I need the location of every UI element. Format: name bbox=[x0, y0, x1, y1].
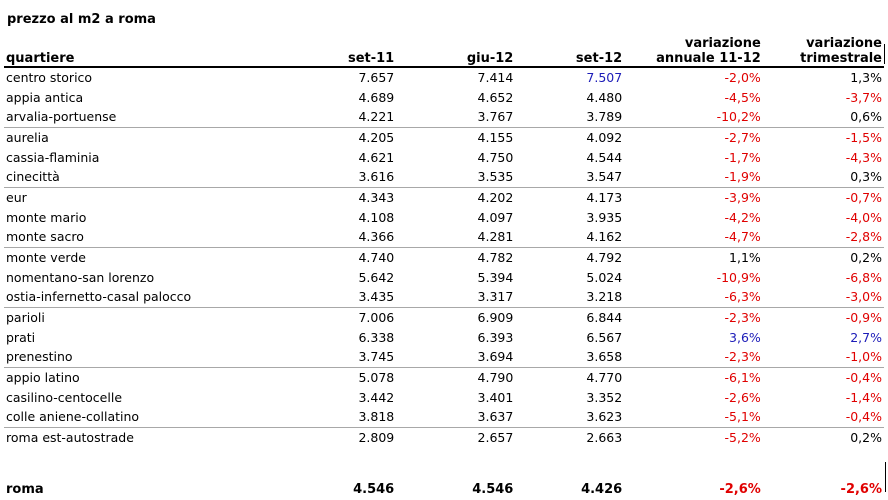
row-giu-12: 4.750 bbox=[477, 149, 514, 165]
row-set-11: 4.621 bbox=[358, 149, 395, 165]
row-set-11: 3.818 bbox=[358, 409, 395, 425]
row-set-11: 3.442 bbox=[358, 389, 395, 405]
header-variazione-trimestrale-line1: variazione bbox=[806, 36, 882, 51]
row-variazione-annuale: -4,5% bbox=[724, 89, 761, 105]
row-name: parioli bbox=[4, 307, 283, 327]
row-set-12: 3.218 bbox=[586, 289, 623, 305]
row-set-11: 4.740 bbox=[283, 247, 396, 267]
row-set-12: 6.844 bbox=[515, 307, 624, 327]
row-variazione-trimestrale: 0,6% bbox=[850, 109, 882, 125]
row-name: casilino-centocelle bbox=[6, 389, 123, 405]
row-giu-12: 4.155 bbox=[396, 127, 515, 147]
table-row bbox=[4, 207, 884, 227]
table-row bbox=[4, 187, 884, 207]
row-set-12: 4.792 bbox=[515, 247, 624, 267]
row-set-11: 4.108 bbox=[358, 209, 395, 225]
row-giu-12: 3.535 bbox=[477, 169, 514, 185]
row-name: roma est-autostrade bbox=[4, 427, 283, 447]
row-giu-12: 4.790 bbox=[396, 367, 515, 387]
row-giu-12: 4.097 bbox=[477, 209, 514, 225]
row-giu-12: 4.202 bbox=[396, 187, 515, 207]
row-name: eur bbox=[4, 187, 283, 207]
row-set-12: 3.935 bbox=[586, 209, 623, 225]
row-set-12: 4.162 bbox=[586, 229, 623, 245]
table-row bbox=[4, 307, 884, 327]
total-variazione-annuale: -2,6% bbox=[719, 482, 761, 497]
row-variazione-trimestrale: 0,3% bbox=[850, 169, 882, 185]
row-variazione-trimestrale: -1,4% bbox=[845, 389, 882, 405]
table-row bbox=[4, 267, 884, 287]
row-variazione-trimestrale: -1,0% bbox=[845, 349, 882, 365]
cell-border bbox=[885, 462, 886, 492]
total-set-12: 4.426 bbox=[581, 482, 623, 497]
total-row bbox=[4, 447, 884, 499]
row-variazione-trimestrale: -4,0% bbox=[845, 209, 882, 225]
row-variazione-annuale: -2,7% bbox=[624, 127, 763, 147]
row-giu-12: 4.281 bbox=[477, 229, 514, 245]
row-set-12: 6.567 bbox=[586, 329, 623, 345]
row-variazione-annuale: -1,7% bbox=[724, 149, 761, 165]
row-name: appio latino bbox=[4, 367, 283, 387]
row-variazione-annuale: -6,3% bbox=[724, 289, 761, 305]
header-variazione-annuale-line1: variazione bbox=[684, 36, 761, 51]
header-variazione-trimestrale bbox=[763, 32, 884, 67]
row-name: monte verde bbox=[4, 247, 283, 267]
row-variazione-trimestrale: -4,3% bbox=[845, 149, 882, 165]
row-variazione-annuale: 3,6% bbox=[729, 329, 761, 345]
header-variazione-annuale bbox=[624, 32, 763, 67]
row-set-12: 4.770 bbox=[515, 367, 624, 387]
page-title: prezzo al m2 a roma bbox=[7, 12, 156, 27]
row-variazione-annuale: -2,0% bbox=[724, 70, 761, 85]
row-variazione-annuale: -1,9% bbox=[724, 169, 761, 185]
row-giu-12: 3.694 bbox=[477, 349, 514, 365]
row-variazione-annuale: -2,3% bbox=[724, 349, 761, 365]
row-variazione-annuale: -2,3% bbox=[624, 307, 763, 327]
row-giu-12: 3.637 bbox=[477, 409, 514, 425]
total-variazione-trimestrale: -2,6% bbox=[840, 482, 882, 497]
row-name: aurelia bbox=[4, 127, 283, 147]
table-row bbox=[4, 367, 884, 387]
row-set-12: 3.658 bbox=[586, 349, 623, 365]
row-giu-12: 6.909 bbox=[396, 307, 515, 327]
row-set-12: 4.173 bbox=[515, 187, 624, 207]
row-set-12: 2.663 bbox=[515, 427, 624, 447]
row-variazione-trimestrale: -0,7% bbox=[763, 187, 884, 207]
row-giu-12: 6.393 bbox=[477, 329, 514, 345]
table-row bbox=[4, 407, 884, 427]
row-name: arvalia-portuense bbox=[6, 109, 117, 125]
row-variazione-trimestrale: -0,4% bbox=[763, 367, 884, 387]
row-set-11: 4.343 bbox=[283, 187, 396, 207]
row-set-11: 4.205 bbox=[283, 127, 396, 147]
header-row bbox=[4, 32, 884, 67]
row-giu-12: 2.657 bbox=[396, 427, 515, 447]
row-variazione-annuale: -5,2% bbox=[624, 427, 763, 447]
row-variazione-annuale: 1,1% bbox=[624, 247, 763, 267]
row-variazione-trimestrale: -1,5% bbox=[763, 127, 884, 147]
row-name: cinecittà bbox=[6, 169, 60, 185]
table-row bbox=[4, 107, 884, 127]
table-row bbox=[4, 347, 884, 367]
row-set-11: 3.745 bbox=[358, 349, 395, 365]
row-giu-12: 4.782 bbox=[396, 247, 515, 267]
row-variazione-trimestrale: -6,8% bbox=[845, 269, 882, 285]
row-variazione-annuale: -4,7% bbox=[724, 229, 761, 245]
header-set-12: set-12 bbox=[515, 32, 624, 67]
row-variazione-annuale: -5,1% bbox=[724, 409, 761, 425]
table-row bbox=[4, 127, 884, 147]
cell-border bbox=[884, 44, 885, 64]
row-variazione-annuale: -2,6% bbox=[724, 389, 761, 405]
row-set-11: 7.657 bbox=[358, 70, 395, 85]
row-name: cassia-flaminia bbox=[6, 149, 100, 165]
row-set-12: 3.789 bbox=[586, 109, 623, 125]
row-giu-12: 3.317 bbox=[477, 289, 514, 305]
row-set-11: 3.435 bbox=[358, 289, 395, 305]
row-name: colle aniene-collatino bbox=[6, 409, 140, 425]
row-variazione-annuale: -10,9% bbox=[716, 269, 761, 285]
row-giu-12: 5.394 bbox=[477, 269, 514, 285]
row-variazione-trimestrale: -2,8% bbox=[845, 229, 882, 245]
header-set-11: set-11 bbox=[283, 32, 396, 67]
row-name: centro storico bbox=[6, 70, 93, 85]
row-set-12: 3.547 bbox=[586, 169, 623, 185]
row-variazione-trimestrale: 0,2% bbox=[763, 427, 884, 447]
row-variazione-trimestrale: 0,2% bbox=[763, 247, 884, 267]
row-name: appia antica bbox=[6, 89, 84, 105]
row-set-11: 5.078 bbox=[283, 367, 396, 387]
header-giu-12: giu-12 bbox=[396, 32, 515, 67]
row-set-11: 7.006 bbox=[283, 307, 396, 327]
row-set-12: 7.507 bbox=[586, 70, 623, 85]
row-name: ostia-infernetto-casal palocco bbox=[6, 289, 192, 305]
table-row bbox=[4, 147, 884, 167]
row-variazione-annuale: -10,2% bbox=[716, 109, 761, 125]
row-name: prenestino bbox=[6, 349, 73, 365]
row-variazione-trimestrale: -0,4% bbox=[845, 409, 882, 425]
row-set-11: 2.809 bbox=[283, 427, 396, 447]
header-variazione-annuale-line2: annuale 11-12 bbox=[656, 51, 761, 66]
table-row bbox=[4, 287, 884, 307]
row-name: nomentano-san lorenzo bbox=[6, 269, 155, 285]
row-set-11: 4.221 bbox=[358, 109, 395, 125]
row-set-12: 3.352 bbox=[586, 389, 623, 405]
row-giu-12: 7.414 bbox=[477, 70, 514, 85]
table-row bbox=[4, 87, 884, 107]
row-giu-12: 3.401 bbox=[477, 389, 514, 405]
table-row bbox=[4, 227, 884, 247]
total-name: roma bbox=[6, 482, 44, 497]
row-giu-12: 4.652 bbox=[477, 89, 514, 105]
row-set-12: 4.092 bbox=[515, 127, 624, 147]
row-set-11: 4.366 bbox=[358, 229, 395, 245]
row-variazione-trimestrale: -3,0% bbox=[845, 289, 882, 305]
row-set-12: 3.623 bbox=[586, 409, 623, 425]
row-set-11: 4.689 bbox=[358, 89, 395, 105]
row-name: prati bbox=[6, 329, 36, 345]
row-variazione-trimestrale: -0,9% bbox=[763, 307, 884, 327]
total-giu-12: 4.546 bbox=[472, 482, 514, 497]
table-row bbox=[4, 67, 884, 87]
row-set-12: 4.480 bbox=[586, 89, 623, 105]
row-set-12: 5.024 bbox=[586, 269, 623, 285]
header-variazione-trimestrale-line2: trimestrale bbox=[800, 51, 882, 66]
row-giu-12: 3.767 bbox=[477, 109, 514, 125]
total-set-11: 4.546 bbox=[353, 482, 395, 497]
row-set-11: 3.616 bbox=[358, 169, 395, 185]
price-table bbox=[4, 32, 884, 499]
row-variazione-annuale: -6,1% bbox=[624, 367, 763, 387]
row-variazione-trimestrale: -3,7% bbox=[845, 89, 882, 105]
table-row bbox=[4, 387, 884, 407]
row-variazione-trimestrale: 1,3% bbox=[850, 70, 882, 85]
row-set-11: 6.338 bbox=[358, 329, 395, 345]
row-name: monte mario bbox=[6, 209, 87, 225]
row-variazione-annuale: -3,9% bbox=[624, 187, 763, 207]
row-variazione-trimestrale: 2,7% bbox=[850, 329, 882, 345]
row-name: monte sacro bbox=[6, 229, 84, 245]
row-set-12: 4.544 bbox=[586, 149, 623, 165]
row-set-11: 5.642 bbox=[358, 269, 395, 285]
table-row bbox=[4, 327, 884, 347]
header-quartiere: quartiere bbox=[4, 32, 283, 67]
table-row bbox=[4, 427, 884, 447]
table-row bbox=[4, 167, 884, 187]
row-variazione-annuale: -4,2% bbox=[724, 209, 761, 225]
table-row bbox=[4, 247, 884, 267]
